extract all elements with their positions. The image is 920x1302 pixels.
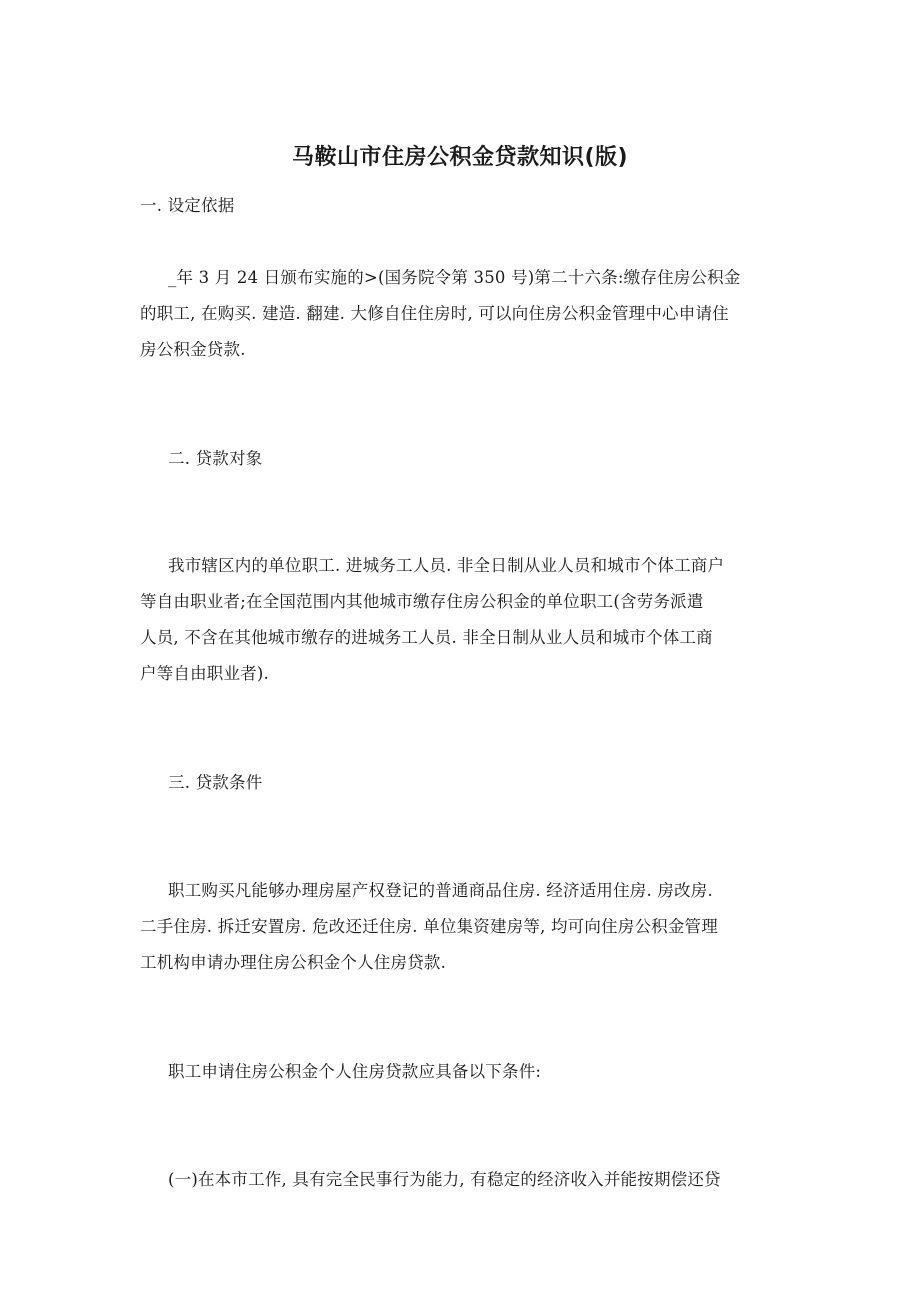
section-1-line-3: 房公积金贷款. xyxy=(140,340,246,359)
conditions-intro: 职工申请住房公积金个人住房贷款应具备以下条件: xyxy=(168,1062,542,1081)
section-1-line-2: 的职工, 在购买. 建造. 翻建. 大修自住住房时, 可以向住房公积金管理中心申请住 xyxy=(140,304,729,323)
section-3-line-1: 职工购买凡能够办理房屋产权登记的普通商品住房. 经济适用住房. 房改房. xyxy=(168,881,713,900)
section-3-line-2: 二手住房. 拆迁安置房. 危改还迁住房. 单位集资建房等, 均可向住房公积金管理 xyxy=(140,917,718,936)
section-2-line-2: 等自由职业者;在全国范围内其他城市缴存住房公积金的单位职工(含劳务派遣 xyxy=(140,592,704,611)
section-1-line-1: _年 3 月 24 日颁布实施的>(国务院令第 350 号)第二十六条:缴存住房公积金 xyxy=(168,268,741,287)
section-2-line-3: 人员, 不含在其他城市缴存的进城务工人员. 非全日制从业人员和城市个体工商 xyxy=(140,628,713,647)
section-3-heading: 三. 贷款条件 xyxy=(168,773,263,792)
section-1-heading: 一. 设定依据 xyxy=(140,196,235,215)
section-3-line-3: 工机构申请办理住房公积金个人住房贷款. xyxy=(140,953,447,972)
section-2-line-4: 户等自由职业者). xyxy=(140,664,269,683)
section-2-line-1: 我市辖区内的单位职工. 进城务工人员. 非全日制从业人员和城市个体工商户 xyxy=(168,556,725,575)
document-title: 马鞍山市住房公积金贷款知识(版) xyxy=(291,145,629,170)
section-2-heading: 二. 贷款对象 xyxy=(168,449,263,468)
condition-1-line: (一)在本市工作, 具有完全民事行为能力, 有稳定的经济收入并能按期偿还贷 xyxy=(168,1170,721,1189)
